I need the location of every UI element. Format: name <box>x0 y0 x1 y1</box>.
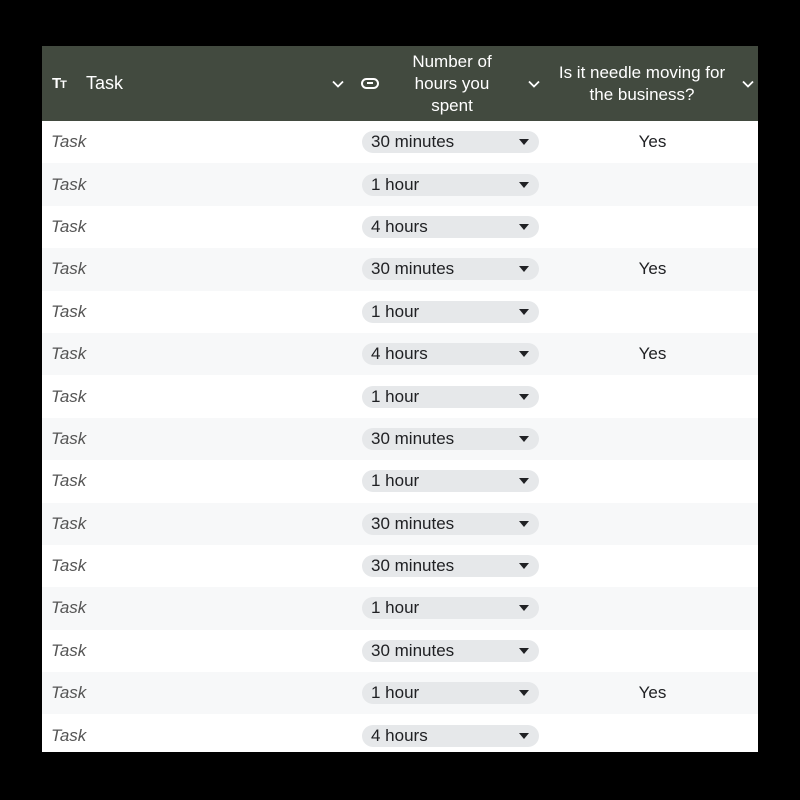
hours-dropdown-value: 4 hours <box>371 216 428 236</box>
task-cell[interactable]: Task <box>51 344 87 364</box>
task-cell[interactable]: Task <box>51 513 87 533</box>
table-row[interactable] <box>42 545 758 587</box>
dropdown-caret-icon[interactable] <box>519 648 529 654</box>
hours-cell <box>347 513 547 535</box>
dropdown-caret-icon[interactable] <box>519 351 529 357</box>
table-row[interactable] <box>42 121 758 163</box>
dropdown-caret-icon[interactable] <box>519 605 529 611</box>
hours-dropdown-value: 30 minutes <box>371 513 455 533</box>
hours-dropdown-chip[interactable] <box>362 131 539 153</box>
table-row[interactable] <box>42 630 758 672</box>
task-cell[interactable]: Task <box>51 640 87 660</box>
dropdown-caret-icon[interactable] <box>519 690 529 696</box>
hours-dropdown-chip[interactable] <box>362 555 539 577</box>
hours-dropdown-chip[interactable] <box>362 597 539 619</box>
dropdown-caret-icon[interactable] <box>519 139 529 145</box>
column-header-hours-label: Number of hours you spent <box>412 51 492 115</box>
table-row[interactable] <box>42 333 758 375</box>
task-cell[interactable]: Task <box>51 216 87 236</box>
hours-dropdown-chip[interactable] <box>362 725 539 747</box>
column-header-task[interactable] <box>42 46 347 121</box>
hours-dropdown-value: 1 hour <box>371 683 420 703</box>
hours-dropdown-chip[interactable] <box>362 386 539 408</box>
dropdown-caret-icon[interactable] <box>519 309 529 315</box>
hours-dropdown-chip[interactable] <box>362 428 539 450</box>
table-body <box>42 121 758 752</box>
hours-dropdown-value: 1 hour <box>371 471 420 491</box>
dropdown-caret-icon[interactable] <box>519 521 529 527</box>
hours-cell <box>347 597 547 619</box>
column-header-needle-label: Is it needle moving for the business? <box>558 62 726 104</box>
hours-dropdown-value: 1 hour <box>371 386 420 406</box>
column-header-task-label: Task <box>86 73 124 93</box>
task-cell[interactable]: Task <box>51 683 87 703</box>
dropdown-caret-icon[interactable] <box>519 478 529 484</box>
dropdown-caret-icon[interactable] <box>519 733 529 739</box>
column-header-needle[interactable] <box>547 46 758 121</box>
chip-icon <box>361 78 379 89</box>
task-cell[interactable]: Task <box>51 725 87 745</box>
chevron-down-icon[interactable] <box>741 77 755 91</box>
table-row[interactable] <box>42 587 758 629</box>
table-row[interactable] <box>42 503 758 545</box>
hours-cell <box>347 555 547 577</box>
hours-dropdown-value: 4 hours <box>371 344 428 364</box>
hours-cell <box>347 386 547 408</box>
dropdown-caret-icon[interactable] <box>519 224 529 230</box>
hours-dropdown-value: 1 hour <box>371 174 420 194</box>
table-row[interactable] <box>42 291 758 333</box>
hours-dropdown-chip[interactable] <box>362 301 539 323</box>
hours-dropdown-chip[interactable] <box>362 216 539 238</box>
hours-dropdown-chip[interactable] <box>362 682 539 704</box>
hours-dropdown-chip[interactable] <box>362 174 539 196</box>
hours-dropdown-value: 1 hour <box>371 301 420 321</box>
table-row[interactable] <box>42 375 758 417</box>
hours-dropdown-value: 30 minutes <box>371 428 455 448</box>
dropdown-caret-icon[interactable] <box>519 436 529 442</box>
task-cell[interactable]: Task <box>51 301 87 321</box>
hours-cell <box>347 428 547 450</box>
hours-dropdown-value: 30 minutes <box>371 640 455 660</box>
table-row[interactable] <box>42 163 758 205</box>
task-cell[interactable]: Task <box>51 132 87 152</box>
needle-cell[interactable]: Yes <box>638 259 667 279</box>
hours-cell <box>347 174 547 196</box>
table-row[interactable] <box>42 206 758 248</box>
dropdown-caret-icon[interactable] <box>519 182 529 188</box>
table-row[interactable] <box>42 418 758 460</box>
hours-dropdown-value: 1 hour <box>371 598 420 618</box>
dropdown-caret-icon[interactable] <box>519 266 529 272</box>
task-cell[interactable]: Task <box>51 598 87 618</box>
hours-cell <box>347 301 547 323</box>
hours-cell <box>347 640 547 662</box>
hours-dropdown-value: 30 minutes <box>371 132 455 152</box>
task-cell[interactable]: Task <box>51 556 87 576</box>
dropdown-caret-icon[interactable] <box>519 394 529 400</box>
hours-dropdown-value: 4 hours <box>371 725 428 745</box>
hours-dropdown-chip[interactable] <box>362 470 539 492</box>
task-cell[interactable]: Task <box>51 259 87 279</box>
hours-cell <box>347 682 547 704</box>
needle-cell[interactable]: Yes <box>638 132 667 152</box>
hours-dropdown-chip[interactable] <box>362 343 539 365</box>
table-row[interactable] <box>42 672 758 714</box>
dropdown-caret-icon[interactable] <box>519 563 529 569</box>
chevron-down-icon[interactable] <box>331 77 345 91</box>
table-frame <box>42 46 758 752</box>
hours-dropdown-chip[interactable] <box>362 258 539 280</box>
chevron-down-icon[interactable] <box>527 77 541 91</box>
hours-dropdown-chip[interactable] <box>362 640 539 662</box>
hours-cell <box>347 131 547 153</box>
hours-dropdown-value: 30 minutes <box>371 556 455 576</box>
table-header <box>42 46 758 121</box>
hours-cell <box>347 216 547 238</box>
text-type-icon: TT <box>52 75 66 92</box>
hours-dropdown-value: 30 minutes <box>371 259 455 279</box>
task-cell[interactable]: Task <box>51 174 87 194</box>
task-cell[interactable]: Task <box>51 386 87 406</box>
table-row[interactable] <box>42 460 758 502</box>
task-cell[interactable]: Task <box>51 428 87 448</box>
task-cell[interactable]: Task <box>51 471 87 491</box>
hours-cell <box>347 258 547 280</box>
needle-cell[interactable]: Yes <box>638 683 667 703</box>
needle-cell[interactable]: Yes <box>638 344 667 364</box>
table-row[interactable] <box>42 714 758 752</box>
hours-cell <box>347 343 547 365</box>
hours-cell <box>347 725 547 747</box>
hours-cell <box>347 470 547 492</box>
hours-dropdown-chip[interactable] <box>362 513 539 535</box>
table-row[interactable] <box>42 248 758 290</box>
column-header-hours[interactable] <box>347 46 547 121</box>
